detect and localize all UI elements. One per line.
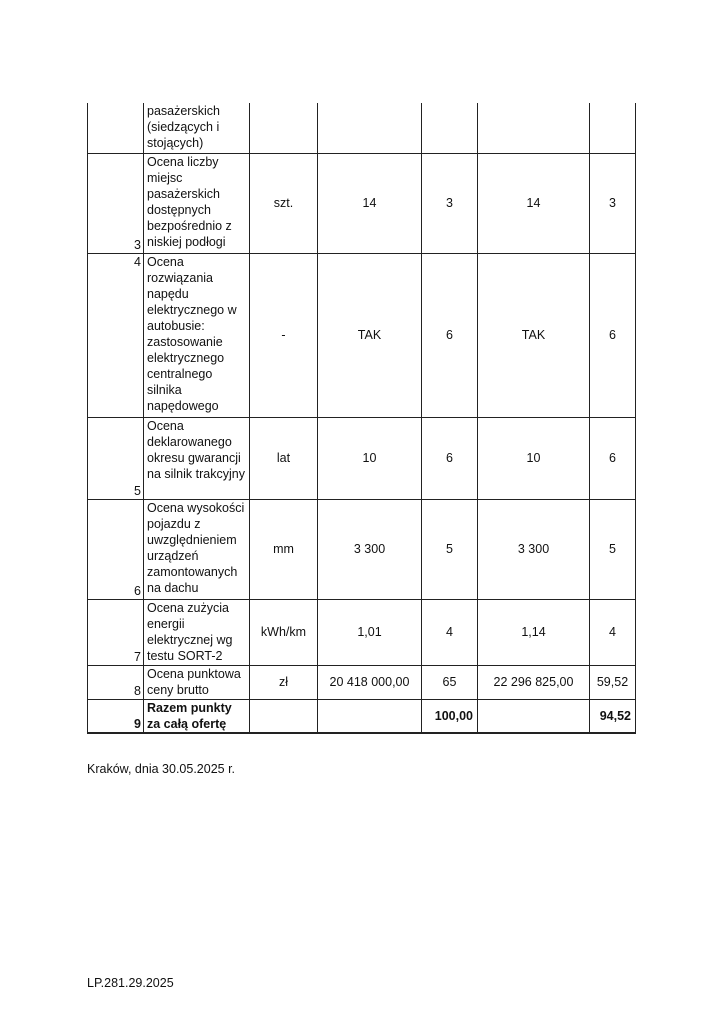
table-row	[88, 665, 636, 699]
document-reference: LP.281.29.2025	[87, 976, 174, 990]
row-number: 6	[88, 499, 144, 599]
total-row	[88, 699, 636, 733]
total-label: Razem punkty za całą ofertę	[144, 699, 250, 733]
unit-cell: mm	[250, 499, 318, 599]
offer1-value: 1,01	[318, 599, 422, 665]
criterion-cell: Ocena rozwiązania napędu elektrycznego w autobusie: zastosowanie elektrycznego centralnego silnika napędowego	[144, 253, 250, 417]
row-number: 8	[88, 665, 144, 699]
unit-cell: -	[250, 253, 318, 417]
offer2-points: 5	[590, 499, 636, 599]
unit-cell	[250, 103, 318, 153]
offer1-value: 3 300	[318, 499, 422, 599]
offer1-points: 3	[422, 153, 478, 253]
offer1-value: TAK	[318, 253, 422, 417]
offer2-value	[478, 699, 590, 733]
offer1-points: 4	[422, 599, 478, 665]
table-row	[88, 153, 636, 253]
criterion-cell: Ocena punktowa ceny brutto	[144, 665, 250, 699]
criterion-cell: Ocena zużycia energii elektrycznej wg testu SORT-2	[144, 599, 250, 665]
unit-cell: kWh/km	[250, 599, 318, 665]
offer2-value: 22 296 825,00	[478, 665, 590, 699]
offer1-value: 14	[318, 153, 422, 253]
offer2-value: 10	[478, 417, 590, 499]
unit-cell: szt.	[250, 153, 318, 253]
evaluation-table	[87, 103, 636, 734]
table-row	[88, 253, 636, 417]
offer2-points: 6	[590, 417, 636, 499]
unit-cell	[250, 699, 318, 733]
offer1-points: 6	[422, 253, 478, 417]
offer1-points: 5	[422, 499, 478, 599]
offer2-points: 59,52	[590, 665, 636, 699]
offer1-total-points: 100,00	[422, 699, 478, 733]
table-row	[88, 599, 636, 665]
offer1-value: 20 418 000,00	[318, 665, 422, 699]
offer1-points: 6	[422, 417, 478, 499]
table-row	[88, 417, 636, 499]
offer2-points: 3	[590, 153, 636, 253]
offer2-value: TAK	[478, 253, 590, 417]
offer2-value: 3 300	[478, 499, 590, 599]
row-number	[88, 103, 144, 153]
row-number: 3	[88, 153, 144, 253]
table-row	[88, 103, 636, 153]
offer1-value: 10	[318, 417, 422, 499]
offer1-points: 65	[422, 665, 478, 699]
offer2-points: 4	[590, 599, 636, 665]
row-number: 4	[88, 253, 144, 417]
offer2-total-points: 94,52	[590, 699, 636, 733]
offer2-value: 1,14	[478, 599, 590, 665]
criterion-cell: pasażerskich (siedzących i stojących)	[144, 103, 250, 153]
row-number: 9	[88, 699, 144, 733]
row-number: 7	[88, 599, 144, 665]
offer2-value	[478, 103, 590, 153]
unit-cell: lat	[250, 417, 318, 499]
criterion-cell: Ocena wysokości pojazdu z uwzględnieniem urządzeń zamontowanych na dachu	[144, 499, 250, 599]
criterion-cell: Ocena liczby miejsc pasażerskich dostępnych bezpośrednio z niskiej podłogi	[144, 153, 250, 253]
offer2-points: 6	[590, 253, 636, 417]
criterion-cell: Ocena deklarowanego okresu gwarancji na silnik trakcyjny	[144, 417, 250, 499]
offer1-points	[422, 103, 478, 153]
offer2-value: 14	[478, 153, 590, 253]
row-number: 5	[88, 417, 144, 499]
table-row	[88, 499, 636, 599]
offer1-value	[318, 699, 422, 733]
offer1-value	[318, 103, 422, 153]
unit-cell: zł	[250, 665, 318, 699]
offer2-points	[590, 103, 636, 153]
place-and-date: Kraków, dnia 30.05.2025 r.	[87, 762, 236, 776]
